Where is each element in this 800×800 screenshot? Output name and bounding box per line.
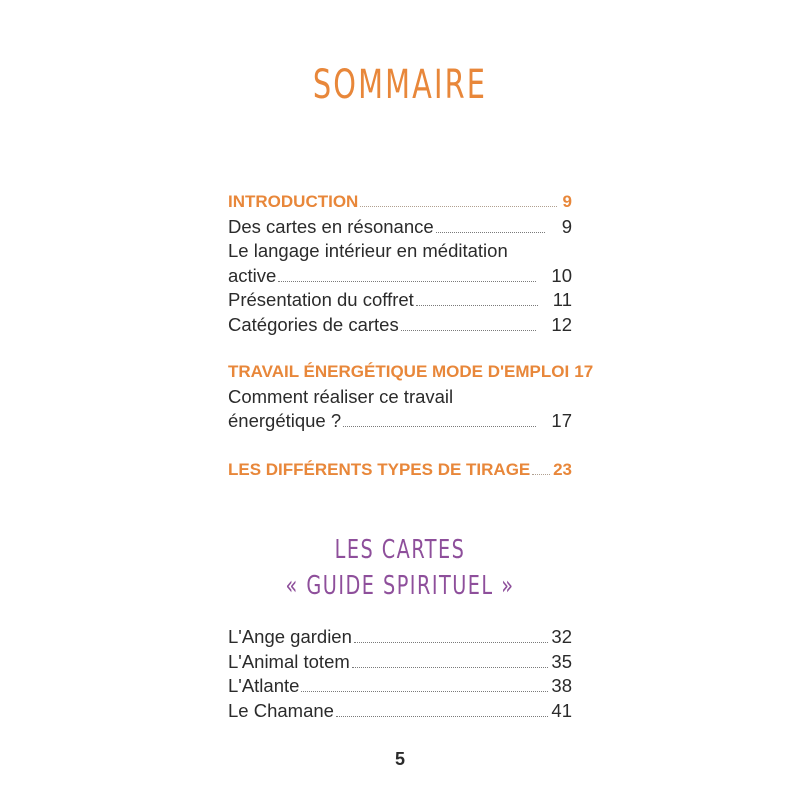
cards-list bbox=[228, 625, 572, 723]
toc-page-number: 12 bbox=[551, 313, 572, 335]
toc-entry[interactable] bbox=[228, 625, 572, 650]
cards-section-title-line2: « GUIDE SPIRITUEL » bbox=[285, 571, 515, 601]
toc-heading-travail-energetique[interactable] bbox=[228, 360, 594, 385]
toc-entry-label: Le Chamane bbox=[228, 699, 334, 721]
table-of-contents bbox=[228, 190, 594, 482]
toc-heading-types-de-tirage[interactable] bbox=[228, 458, 572, 483]
toc-page-number: 9 bbox=[561, 215, 572, 237]
toc-entry-label: L'Atlante bbox=[228, 675, 300, 696]
toc-entry[interactable] bbox=[228, 650, 572, 675]
page-number: 5 bbox=[394, 749, 405, 769]
toc-entry-label: Présentation du coffret bbox=[228, 289, 414, 310]
toc-entry-label: énergétique ? bbox=[228, 410, 342, 431]
dot-leader bbox=[352, 666, 549, 668]
toc-entry-label: Des cartes en résonance bbox=[228, 215, 434, 237]
toc-page-number: 10 bbox=[551, 264, 572, 286]
toc-heading-label: LES DIFFÉRENTS TYPES DE TIRAGE bbox=[228, 459, 531, 479]
toc-entry-label-line[interactable]: Le langage intérieur en méditation bbox=[228, 240, 508, 261]
toc-entry[interactable] bbox=[228, 288, 572, 313]
toc-entry[interactable] bbox=[228, 313, 572, 338]
toc-page-number: 41 bbox=[551, 699, 572, 721]
page-title: SOMMAIRE bbox=[312, 62, 488, 108]
toc-page-number: 32 bbox=[551, 626, 572, 647]
toc-entry[interactable] bbox=[228, 264, 572, 289]
toc-entry[interactable] bbox=[228, 699, 572, 724]
toc-page-number: 35 bbox=[551, 650, 572, 672]
cards-section-title-line1: LES CARTES bbox=[334, 535, 466, 565]
toc-entry-label: L'Ange gardien bbox=[228, 626, 352, 647]
dot-leader bbox=[532, 473, 550, 475]
dot-leader bbox=[401, 329, 537, 331]
toc-entry-label: Catégories de cartes bbox=[228, 313, 399, 335]
dot-leader bbox=[436, 231, 545, 233]
toc-page-number: 23 bbox=[553, 459, 572, 479]
toc-page-number: 9 bbox=[562, 192, 572, 211]
toc-heading-introduction[interactable] bbox=[228, 190, 572, 215]
toc-entry[interactable] bbox=[228, 674, 572, 699]
toc-entry-label-line[interactable]: Comment réaliser ce travail bbox=[228, 385, 454, 407]
dot-leader bbox=[301, 690, 548, 692]
toc-page-number: 11 bbox=[552, 289, 572, 310]
dot-leader bbox=[336, 715, 548, 717]
toc-entry[interactable] bbox=[228, 409, 572, 434]
toc-entry[interactable] bbox=[228, 215, 572, 240]
toc-page-number: 17 bbox=[574, 362, 594, 381]
dot-leader bbox=[278, 280, 536, 282]
toc-entry-label: L'Animal totem bbox=[228, 650, 350, 672]
toc-heading-label: INTRODUCTION bbox=[228, 192, 359, 211]
toc-page-number: 17 bbox=[551, 410, 572, 431]
dot-leader bbox=[416, 304, 538, 306]
toc-page-number: 38 bbox=[551, 675, 572, 696]
cards-section-title bbox=[104, 532, 696, 604]
toc-entry-label: active bbox=[228, 264, 277, 286]
dot-leader bbox=[354, 641, 549, 643]
toc-heading-label: TRAVAIL ÉNERGÉTIQUE MODE D'EMPLOI bbox=[228, 362, 570, 381]
dot-leader bbox=[360, 205, 557, 207]
dot-leader bbox=[343, 425, 536, 427]
